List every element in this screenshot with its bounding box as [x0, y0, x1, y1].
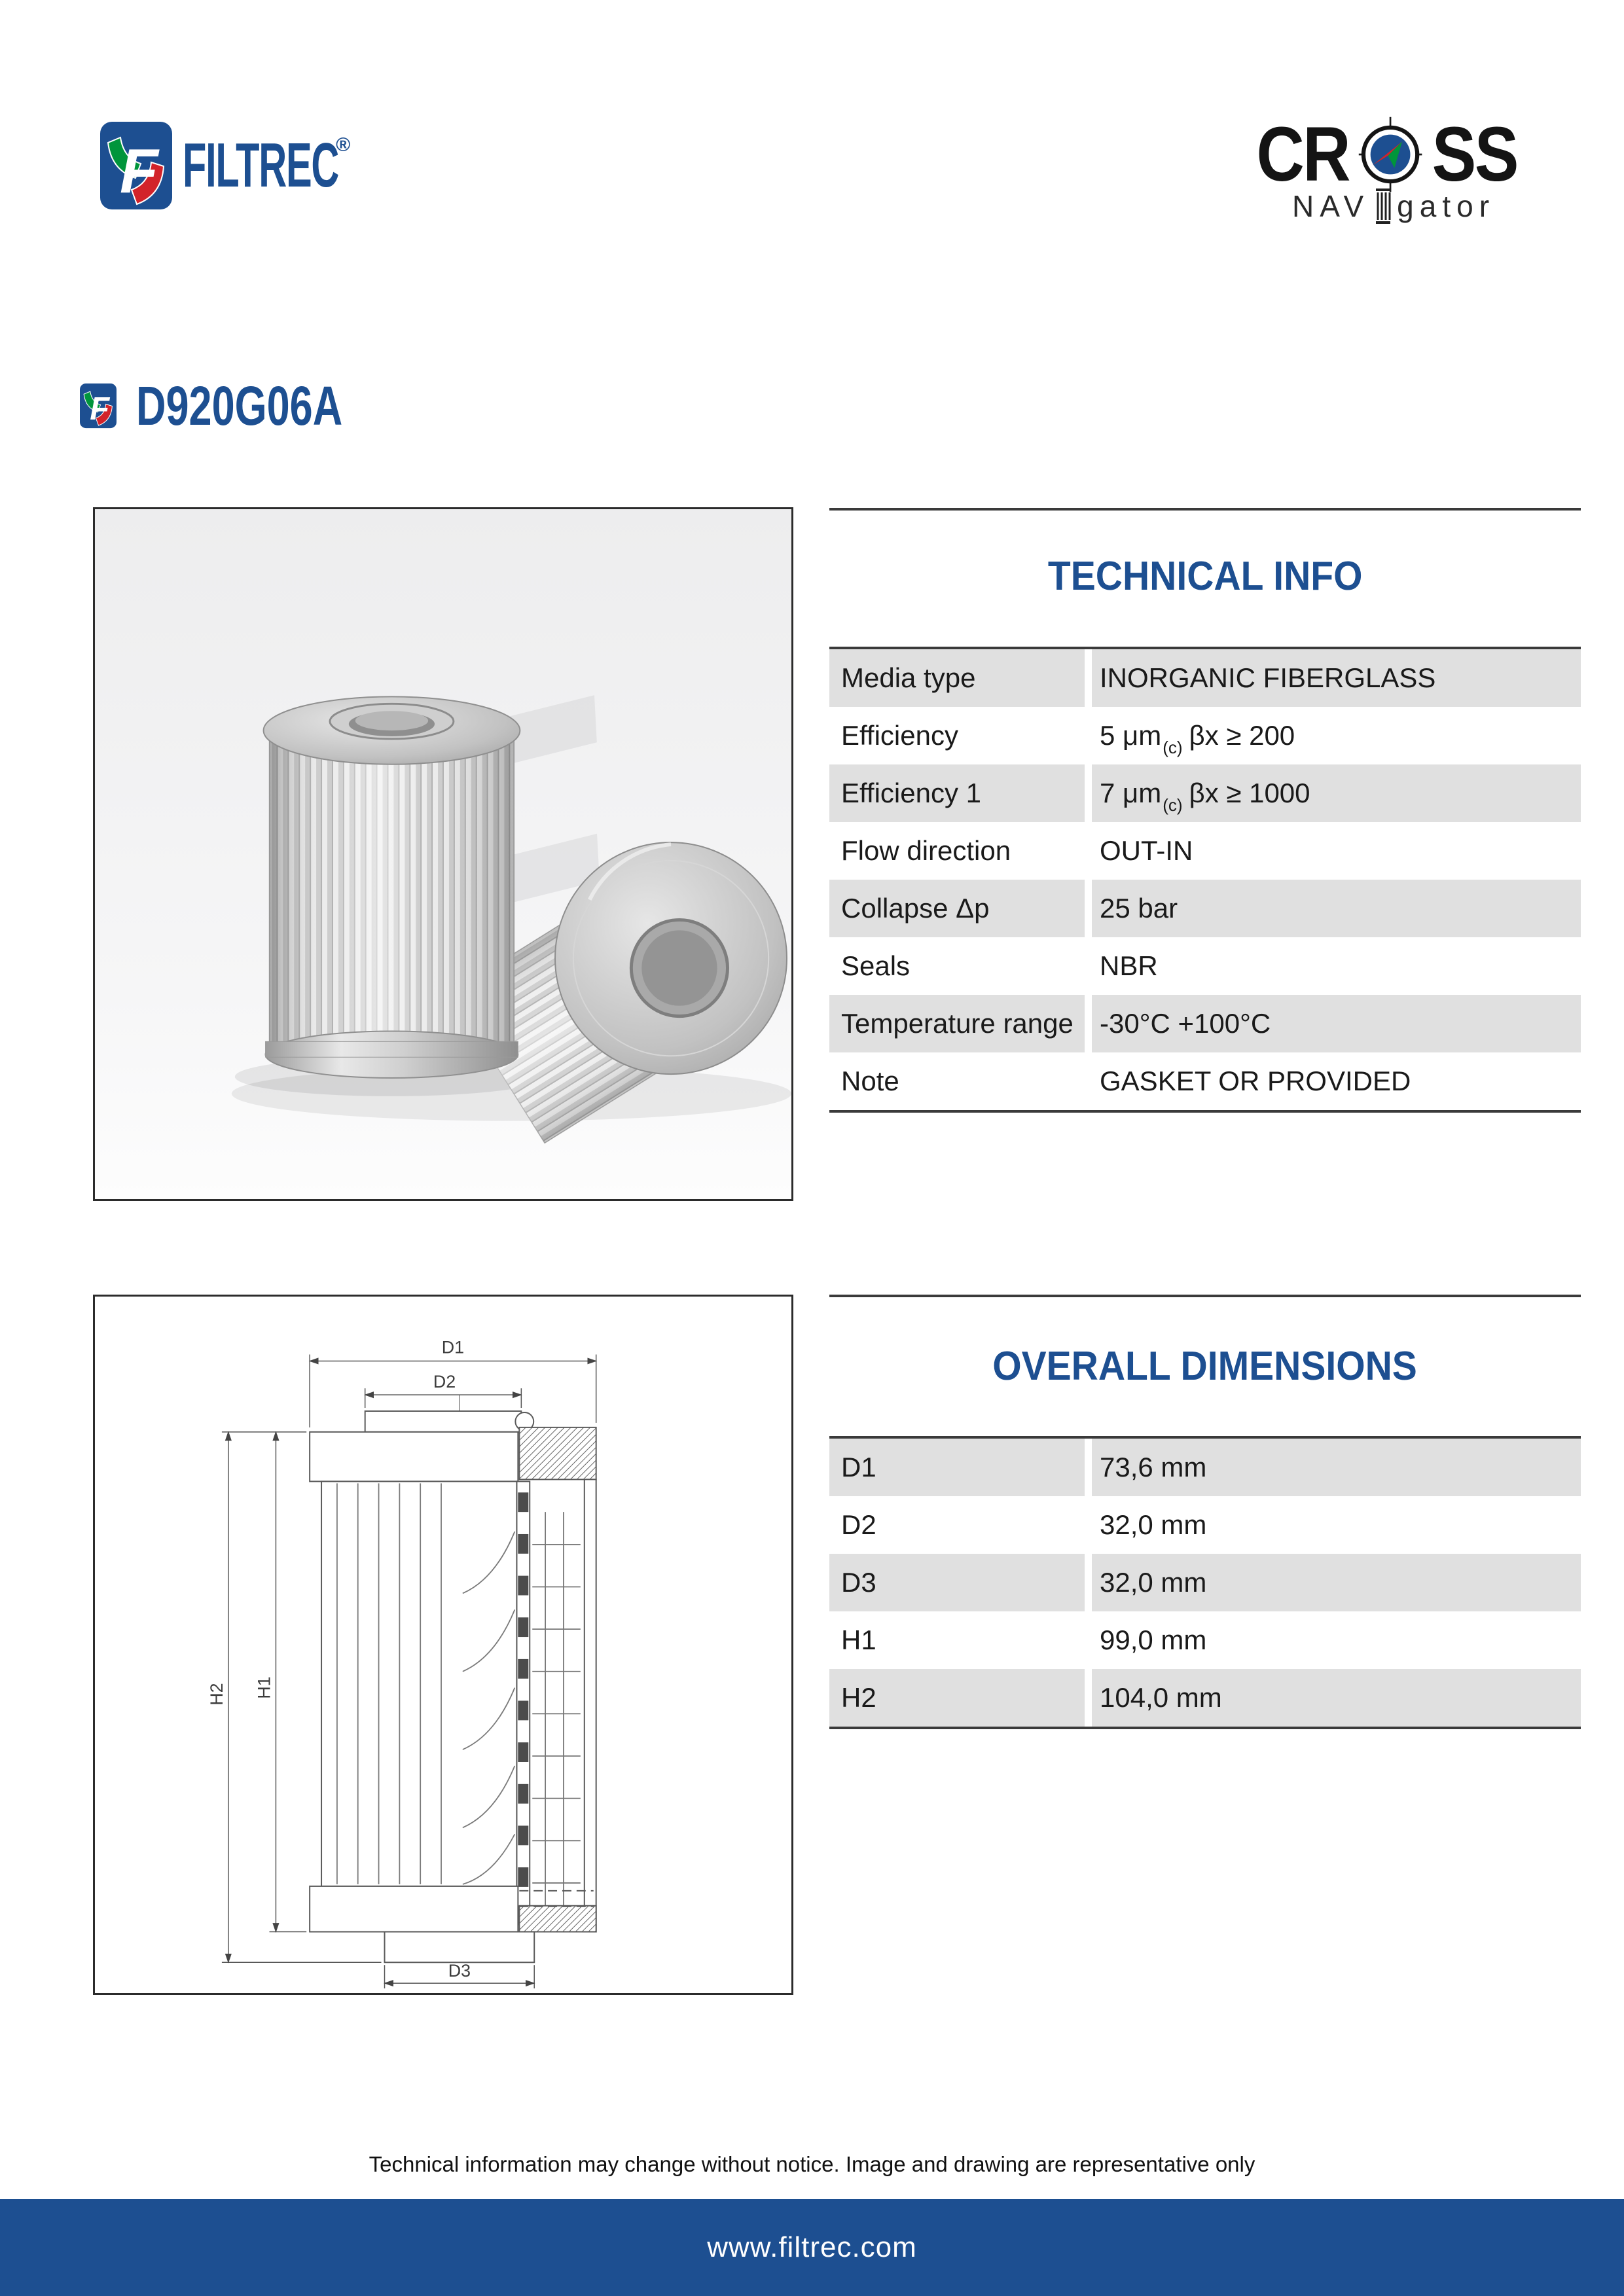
row-value: GASKET OR PROVIDED [1100, 1066, 1411, 1096]
row-label: Seals [841, 950, 911, 981]
row-value: INORGANIC FIBERGLASS [1092, 649, 1581, 707]
part-number: D920G06A [136, 375, 343, 437]
table-row [829, 707, 1581, 764]
filter-element-photo [95, 509, 791, 1199]
table-row [829, 880, 1581, 937]
dim-label-h1: H1 [254, 1676, 274, 1699]
row-label: Media type [829, 649, 1085, 707]
overall-dimensions-top-rule [829, 1295, 1581, 1297]
technical-drawing [93, 1295, 793, 1995]
row-value: 99,0 mm [1100, 1624, 1207, 1655]
brand-name: FILTREC [183, 130, 339, 200]
dim-label-d2: D2 [433, 1372, 456, 1392]
row-label: Flow direction [841, 835, 1011, 866]
filtrec-f-mark-icon [100, 122, 172, 209]
table-row [829, 1611, 1581, 1669]
row-label: Collapse Δp [829, 880, 1085, 937]
dim-label-d1: D1 [441, 1337, 465, 1357]
table-row [829, 822, 1581, 880]
cross-word-start: CR [1256, 111, 1349, 198]
cross-wordmark [1249, 110, 1524, 199]
row-value: 7 μm (c) βx ≥ 1000 [1092, 764, 1581, 822]
table-row [829, 764, 1581, 822]
dim-label-d3: D3 [448, 1961, 471, 1981]
footer-bar [0, 2199, 1624, 2296]
table-row [829, 1052, 1581, 1110]
technical-info-title: TECHNICAL INFO [1047, 554, 1363, 599]
row-label: Efficiency 1 [829, 764, 1085, 822]
technical-info-top-rule [829, 508, 1581, 511]
navigator-text-left: NAV [1292, 189, 1370, 223]
dimension-drawing [95, 1297, 791, 1993]
technical-info-table [829, 647, 1581, 1113]
overall-dimensions-table [829, 1436, 1581, 1729]
row-label: H2 [829, 1669, 1085, 1727]
table-row [829, 937, 1581, 995]
standing-filter-element [264, 696, 520, 1078]
dim-label-h2: H2 [206, 1683, 226, 1706]
row-label: H1 [841, 1624, 876, 1655]
registered-mark: ® [336, 134, 351, 156]
row-value: 25 bar [1092, 880, 1581, 937]
table-row [829, 995, 1581, 1052]
cross-word-end: SS [1432, 111, 1517, 198]
compass-icon [1358, 111, 1423, 198]
filtrec-f-mark-small-icon [80, 383, 117, 429]
row-label: Temperature range [829, 995, 1085, 1052]
row-value: 32,0 mm [1100, 1509, 1207, 1540]
row-label: Efficiency [841, 720, 958, 751]
row-label: D3 [829, 1554, 1085, 1611]
cross-navigator-logo [1249, 110, 1524, 224]
row-value: -30°C +100°C [1092, 995, 1581, 1052]
row-value: 104,0 mm [1092, 1669, 1581, 1727]
row-value: OUT-IN [1100, 835, 1193, 866]
row-label: Note [841, 1066, 899, 1096]
row-value: 73,6 mm [1092, 1439, 1581, 1496]
navigator-text-right: gator [1397, 189, 1496, 223]
table-row [829, 1554, 1581, 1611]
row-label: D1 [829, 1439, 1085, 1496]
product-photo [93, 507, 793, 1201]
column-icon [1375, 188, 1392, 224]
table-row [829, 1439, 1581, 1496]
table-row [829, 1496, 1581, 1554]
row-label: D2 [841, 1509, 876, 1540]
website-link[interactable]: www.filtrec.com [707, 2231, 917, 2263]
table-row [829, 649, 1581, 707]
product-title [80, 376, 411, 435]
table-row [829, 1669, 1581, 1727]
row-value: NBR [1100, 950, 1158, 981]
overall-dimensions-title: OVERALL DIMENSIONS [992, 1344, 1418, 1389]
filtrec-logo [100, 122, 350, 209]
disclaimer-text: Technical information may change without notice. Image and drawing are representative only [369, 2152, 1255, 2176]
row-value: 5 μm (c) βx ≥ 200 [1100, 720, 1295, 757]
row-value: 32,0 mm [1092, 1554, 1581, 1611]
